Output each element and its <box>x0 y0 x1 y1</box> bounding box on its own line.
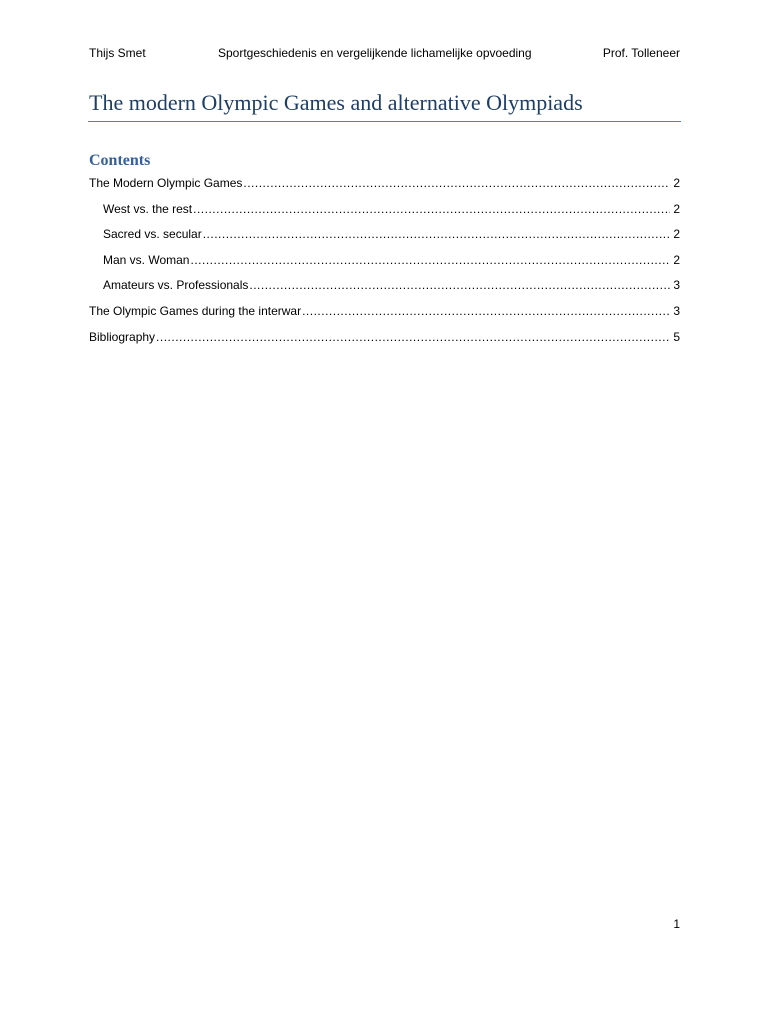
toc-entry-page: 2 <box>673 253 680 267</box>
toc-entry-label: Amateurs vs. Professionals <box>103 278 249 292</box>
toc-dot-leader <box>302 302 670 320</box>
toc-dot-leader <box>193 200 670 218</box>
toc-entry-page: 3 <box>673 304 680 318</box>
header-course: Sportgeschiedenis en vergelijkende lichamelijke opvoeding <box>218 46 532 60</box>
header-author: Thijs Smet <box>89 46 146 60</box>
toc-entry-amateurs-vs-professionals[interactable] <box>103 276 680 294</box>
toc-dot-leader <box>203 225 671 243</box>
toc-entry-olympic-games-interwar[interactable] <box>89 302 680 320</box>
toc-dot-leader <box>190 251 670 269</box>
toc-entry-man-vs-woman[interactable] <box>103 251 680 269</box>
toc-entry-label: The Modern Olympic Games <box>89 176 243 190</box>
table-of-contents <box>89 0 680 1024</box>
page-number: 1 <box>673 917 680 931</box>
toc-entry-label: Man vs. Woman <box>103 253 190 267</box>
toc-entry-sacred-vs-secular[interactable] <box>103 225 680 243</box>
toc-dot-leader <box>249 276 670 294</box>
document-title: The modern Olympic Games and alternative Olympiads <box>89 90 583 115</box>
toc-heading: Contents <box>89 152 151 169</box>
toc-entry-page: 2 <box>673 227 680 241</box>
header-professor: Prof. Tolleneer <box>602 46 680 60</box>
toc-entry-page: 5 <box>673 330 680 344</box>
toc-entry-label: The Olympic Games during the interwar <box>89 304 302 318</box>
toc-dot-leader <box>156 328 670 346</box>
toc-entry-west-vs-the-rest[interactable] <box>103 200 680 218</box>
toc-entry-modern-olympic-games[interactable] <box>89 174 680 192</box>
toc-entry-page: 3 <box>673 278 680 292</box>
toc-dot-leader <box>243 174 670 192</box>
toc-entry-label: Sacred vs. secular <box>103 227 202 241</box>
toc-entry-bibliography[interactable] <box>89 328 680 346</box>
toc-entry-label: West vs. the rest <box>103 202 193 216</box>
toc-entry-page: 2 <box>673 202 680 216</box>
toc-entry-label: Bibliography <box>89 330 156 344</box>
toc-entry-page: 2 <box>673 176 680 190</box>
